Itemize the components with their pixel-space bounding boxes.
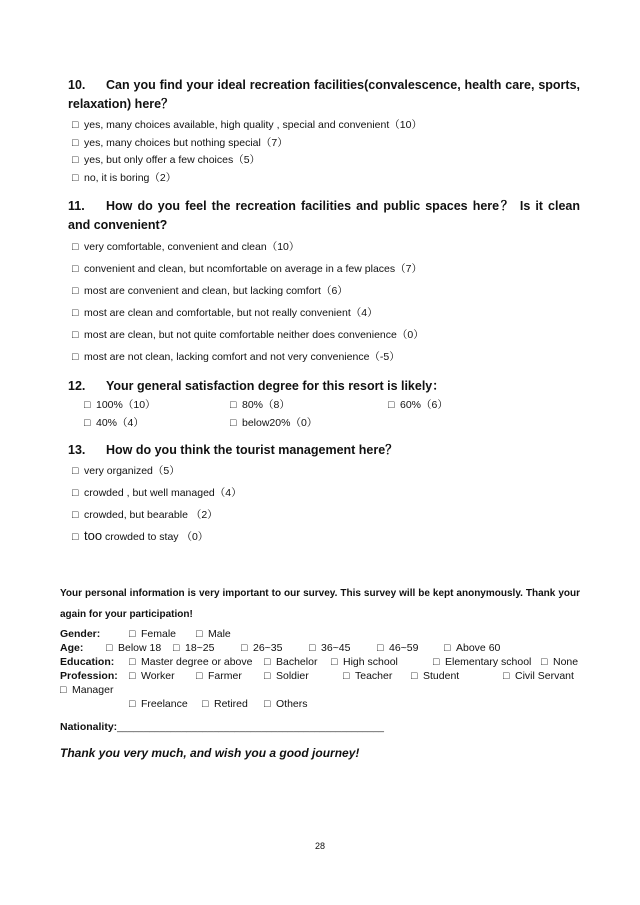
education-none-option[interactable]: □ None bbox=[541, 656, 579, 668]
profession-retired-option[interactable]: □ Retired bbox=[202, 698, 248, 710]
profession-farmer-option[interactable]: □ Farmer bbox=[196, 670, 242, 682]
age-36-45-option[interactable]: □ 36~45 bbox=[309, 642, 351, 654]
q11-option-2[interactable]: □ convenient and clean, but ncomfortable on average in a few places（7） bbox=[72, 263, 422, 275]
q11-option-3[interactable]: □ most are convenient and clean, but lacking comfort（6） bbox=[72, 285, 348, 297]
q11-option-6[interactable]: □ most are not clean, lacking comfort and not very convenience（-5） bbox=[72, 351, 400, 363]
age-18-25-option[interactable]: □ 18~25 bbox=[173, 642, 215, 654]
age-below18-option[interactable]: □ Below 18 bbox=[106, 642, 162, 654]
profession-freelance-option[interactable]: □ Freelance bbox=[129, 698, 188, 710]
nationality-field[interactable]: Nationality:__________________________________________________ bbox=[60, 721, 384, 733]
q11-option-1[interactable]: □ very comfortable, convenient and clean（10） bbox=[72, 241, 300, 253]
education-master-option[interactable]: □ Master degree or above bbox=[129, 656, 253, 668]
q11-option-4[interactable]: □ most are clean and comfortable, but not really convenient（4） bbox=[72, 307, 378, 319]
profession-worker-option[interactable]: □ Worker bbox=[129, 670, 175, 682]
nationality-line[interactable]: __________________________________________________ bbox=[117, 722, 384, 733]
age-above60-option[interactable]: □ Above 60 bbox=[444, 642, 501, 654]
q11-option-5[interactable]: □ most are clean, but not quite comfortable neither does convenience（0） bbox=[72, 329, 424, 341]
question-11-title: 11. How do you feel the recreation facilities and public spaces here？ Is it clean and convenient? bbox=[68, 199, 580, 232]
gender-male-option[interactable]: □ Male bbox=[196, 628, 231, 640]
q12-option-40[interactable]: □ 40%（4） bbox=[84, 417, 144, 429]
education-bachelor-option[interactable]: □ Bachelor bbox=[264, 656, 318, 668]
education-elementary-option[interactable]: □ Elementary school bbox=[433, 656, 532, 668]
q10-option-2[interactable]: □ yes, many choices but nothing special（7） bbox=[72, 137, 288, 149]
gender-female-option[interactable]: □ Female bbox=[129, 628, 177, 640]
page-number: 28 bbox=[314, 841, 325, 851]
age-26-35-option[interactable]: □ 26~35 bbox=[241, 642, 283, 654]
gender-label: Gender: bbox=[60, 628, 101, 640]
q12-option-60[interactable]: □ 60%（6） bbox=[388, 399, 448, 411]
profession-soldier-option[interactable]: □ Soldier bbox=[264, 670, 309, 682]
closing-message: Thank you very much, and wish you a good journey! bbox=[60, 746, 360, 760]
profession-teacher-option[interactable]: □ Teacher bbox=[343, 670, 393, 682]
profession-civil-servant-option[interactable]: □ Civil Servant bbox=[503, 670, 574, 682]
profession-label: Profession: bbox=[60, 670, 118, 682]
age-46-59-option[interactable]: □ 46~59 bbox=[377, 642, 419, 654]
q13-option-1[interactable]: □ very organized（5） bbox=[72, 465, 180, 477]
q13-option-2[interactable]: □ crowded , but well managed（4） bbox=[72, 487, 242, 499]
q12-option-100[interactable]: □ 100%（10） bbox=[84, 399, 156, 411]
q10-option-3[interactable]: □ yes, but only offer a few choices（5） bbox=[72, 154, 261, 166]
age-label: Age: bbox=[60, 642, 84, 654]
q13-option-3[interactable]: □ crowded, but bearable （2） bbox=[72, 509, 218, 521]
q12-option-80[interactable]: □ 80%（8） bbox=[230, 399, 290, 411]
q10-option-1[interactable]: □ yes, many choices available, high quality , special and convenient（10） bbox=[72, 119, 422, 131]
profession-student-option[interactable]: □ Student bbox=[411, 670, 460, 682]
profession-manager-option[interactable]: □ Manager bbox=[60, 684, 114, 696]
q10-option-4[interactable]: □ no, it is boring（2） bbox=[72, 172, 177, 184]
personal-info-intro: Your personal information is very important to our survey. This survey will be kept anonymously. Thank your again for your participation! bbox=[60, 588, 580, 620]
education-highschool-option[interactable]: □ High school bbox=[331, 656, 398, 668]
question-10-title: 10. Can you find your ideal recreation facilities(convalescence, health care, sports, relaxation) here？ bbox=[68, 78, 580, 111]
question-12-title: 12. Your general satisfaction degree for this resort is likely： bbox=[68, 379, 445, 393]
profession-others-option[interactable]: □ Others bbox=[264, 698, 308, 710]
q13-option-4[interactable]: □ too crowded to stay （0） bbox=[72, 528, 209, 543]
question-13-title: 13. How do you think the tourist management here？ bbox=[68, 443, 398, 457]
education-label: Education: bbox=[60, 656, 115, 668]
q12-option-below20[interactable]: □ below20%（0） bbox=[230, 417, 318, 429]
